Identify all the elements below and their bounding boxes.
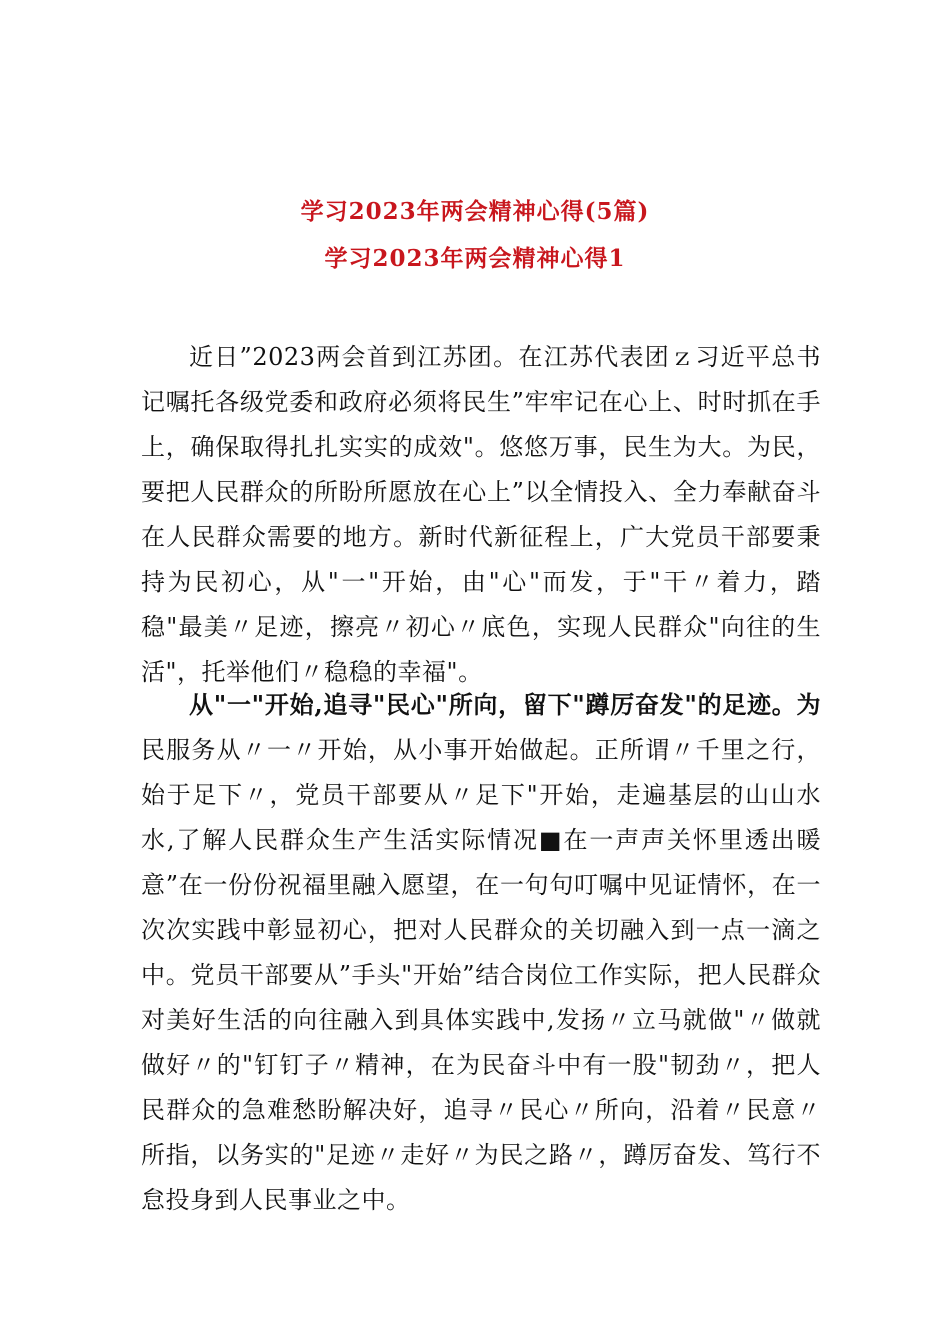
paragraph-1: 近日”2023两会首到江苏团。在江苏代表团ｚ习近平总书记嘱托各级党委和政府必须将民生”牢牢记在心上、时时抓在手上，确保取得扎扎实实的成效"。悠悠万事，民生为大。为民，要把人民群众的所盼所愿放在心上”以全情投入、全力奉献奋斗在人民群众需要的地方。新时代新征程上，广大党员干部要秉持为民初心，从"一"开始，由"心"而发，于"干〃着力，踏稳"最美〃足迹，擦亮〃初心〃底色，实现人民群众"向往的生活"，托举他们〃稳稳的幸福"。 bbox=[141, 343, 821, 686]
document-subtitle: 学习2023年两会精神心得1 bbox=[324, 245, 626, 272]
paragraph-2 bbox=[141, 682, 821, 1223]
paragraph-2-body: 民服务从〃一〃开始，从小事开始做起。正所谓〃千里之行，始于足下〃，党员干部要从〃足下"开始，走遍基层的山山水水,了解人民群众生产生活实际情况■在一声声关怀里透出暖意”在一份份祝福里融入愿望，在一句句叮嘱中见证情怀，在一次次实践中彰显初心，把对人民群众的关切融入到一点一滴之中。党员干部要从”手头"开始”结合岗位工作实际，把人民群众对美好生活的向往融入到具体实践中,发扬〃立马就做"〃做就做好〃的"钉钉子〃精神，在为民奋斗中有一股"韧劲〃，把人民群众的急难愁盼解决好，追寻〃民心〃所向，沿着〃民意〃所指，以务实的"足迹〃走好〃为民之路〃，蹲厉奋发、笃行不怠投身到人民事业之中。 bbox=[141, 736, 821, 1214]
paragraph-2-lead: 从"一"开始,追寻"民心"所向，留下"蹲厉奋发"的足迹。为 bbox=[189, 690, 821, 719]
document-title: 学习2023年两会精神心得(5篇) bbox=[300, 198, 650, 225]
paragraph-2-block bbox=[141, 682, 821, 1223]
paragraph-1-block bbox=[141, 335, 821, 695]
